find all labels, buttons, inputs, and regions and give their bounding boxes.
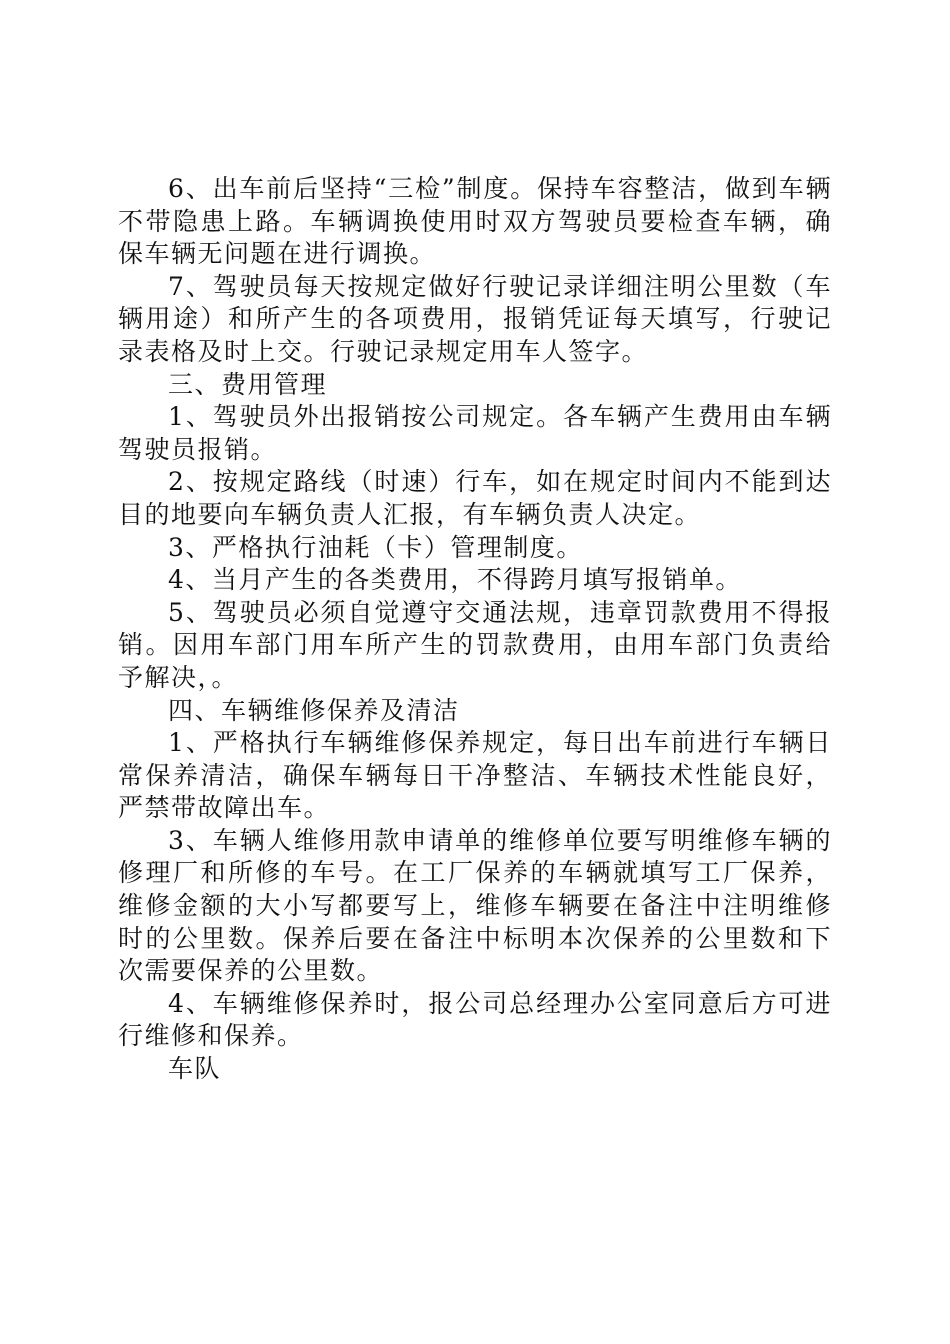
section-heading-cost-management: 三、费用管理 bbox=[168, 369, 328, 399]
paragraph-daily-maintenance: 1、严格执行车辆维修保养规定，每日出车前进行车辆日常保养清洁，确保车辆每日干净整洁、车辆技术性能良好，严禁带故障出车。 bbox=[118, 728, 832, 823]
paragraph-route-rule: 2、按规定路线（时速）行车，如在规定时间内不能到达目的地要向车辆负责人汇报，有车辆负责人决定。 bbox=[118, 467, 832, 529]
paragraph-fuel-rule: 3、严格执行油耗（卡）管理制度。 bbox=[168, 532, 583, 562]
signature-fleet: 车队 bbox=[168, 1054, 222, 1084]
document-body bbox=[118, 173, 832, 1086]
section-heading-maintenance: 四、车辆维修保养及清洁 bbox=[168, 695, 460, 725]
paragraph-driving-record: 7、驾驶员每天按规定做好行驶记录详细注明公里数（车辆用途）和所产生的各项费用，报销凭证每天填写，行驶记录表格及时上交。行驶记录规定用车人签字。 bbox=[118, 271, 832, 366]
paragraph-check-rule: 6、出车前后坚持“三检”制度。保持车容整洁，做到车辆不带隐患上路。车辆调换使用时双方驾驶员要检查车辆，确保车辆无问题在进行调换。 bbox=[118, 174, 832, 269]
paragraph-repair-request: 3、车辆人维修用款申请单的维修单位要写明维修车辆的修理厂和所修的车号。在工厂保养的车辆就填写工厂保养，维修金额的大小写都要写上，维修车辆要在备注中注明维修时的公里数。保养后要在备注中标明本次保养的公里数和下次需要保养的公里数。 bbox=[118, 825, 832, 986]
paragraph-monthly-expense: 4、当月产生的各类费用，不得跨月填写报销单。 bbox=[168, 565, 742, 595]
paragraph-reimbursement: 1、驾驶员外出报销按公司规定。各车辆产生费用由车辆驾驶员报销。 bbox=[118, 402, 832, 464]
paragraph-traffic-fines: 5、驾驶员必须自觉遵守交通法规，违章罚款费用不得报销。因用车部门用车所产生的罚款费用，由用车部门负责给予解决，。 bbox=[118, 597, 832, 692]
paragraph-approval: 4、车辆维修保养时，报公司总经理办公室同意后方可进行维修和保养。 bbox=[118, 988, 832, 1051]
